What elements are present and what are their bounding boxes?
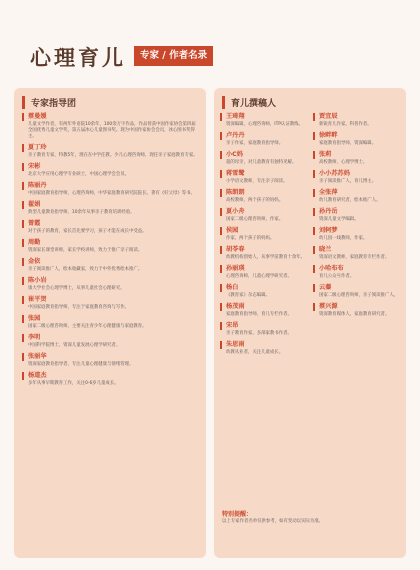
writer-panel-heading: 育儿撰稿人: [222, 96, 398, 109]
notice-title: 特别提醒：: [222, 511, 253, 518]
person-name: 杨白: [220, 284, 307, 292]
list-item: [22, 277, 198, 292]
person-name: 蔡兴源: [313, 303, 400, 311]
person-bio: 资深家长课堂讲师，家长学校讲师，致力于推广亲子阅读。: [28, 248, 143, 253]
person-name: 翟娟: [22, 201, 198, 209]
person-name: 蒋雪鹭: [220, 170, 307, 178]
person-bio: 中国家庭教育指导师，专注于家庭教育咨询与写作。: [28, 305, 129, 310]
list-item: [220, 246, 307, 261]
list-item: [220, 303, 307, 318]
list-item: [220, 284, 307, 299]
person-bio: 资深儿童文学编辑。: [319, 217, 359, 222]
person-bio: 亲子阅读推广人，绘本收藏家，致力于中外优秀绘本推广。: [28, 267, 143, 272]
person-name: 孙丹岳: [313, 208, 400, 216]
list-item: [220, 341, 307, 356]
list-item: [313, 189, 400, 204]
person-bio: 资深教育媒体人，家庭教育研究者。: [319, 312, 390, 317]
person-bio: 幼儿教育研究者，绘本推广人。: [319, 198, 381, 203]
person-name: 全张萍: [313, 189, 400, 197]
writer-panel: [214, 88, 406, 558]
person-bio: 新锐育儿作家，科普作者。: [319, 122, 372, 127]
person-bio: 家庭教育指导师，育儿专栏作者。: [226, 312, 292, 317]
page-title: 心理育儿: [30, 46, 126, 70]
person-bio: 资深语文教师，家庭教育专栏作者。: [319, 255, 390, 260]
person-bio: 儿童文学作者，有两年外语院10余年，100余万字作品，作品曾获中国作家协会第四届全国优秀儿童文学奖，第五届冰心儿童图书奖。现为中国作家协会会员，冰心图书奖得主。: [28, 122, 196, 139]
person-name: 李明: [22, 334, 198, 342]
list-item: [220, 170, 307, 185]
list-item: [313, 265, 400, 280]
person-bio: 《教育家》杂志编辑。: [226, 293, 270, 298]
list-item: [313, 132, 400, 147]
list-item: [313, 303, 400, 318]
person-name: 杨道杰: [22, 372, 198, 380]
list-item: [313, 113, 400, 128]
notice-text: 以上专家作者名单仅供参考，如有变动以实际为准。: [222, 519, 323, 524]
person-name: 陈丽丹: [22, 182, 198, 190]
person-bio: 心理咨询师，儿童心理学研究者。: [226, 274, 292, 279]
person-name: 杨茂雨: [220, 303, 307, 311]
expert-list: [14, 113, 206, 387]
person-name: 蔡曼媛: [22, 113, 198, 121]
person-bio: 幼教机构创始人，从事学前教育十余年。: [226, 255, 306, 260]
person-bio: 小学语文教师，专注亲子阅读。: [226, 179, 288, 184]
person-bio: 高校教师，两个孩子的妈妈。: [226, 198, 284, 203]
list-item: [313, 170, 400, 185]
person-name: 张园: [22, 315, 198, 323]
list-item: [313, 284, 400, 299]
list-item: [220, 113, 307, 128]
list-item: [220, 151, 307, 166]
person-name: 崔平贺: [22, 296, 198, 304]
person-name: 小哈布布: [313, 265, 400, 273]
expert-panel: [14, 88, 206, 558]
person-name: 周勤: [22, 239, 198, 247]
person-bio: 国家二级心理咨询师，主要关注青少年心理健康与家庭教育。: [28, 324, 147, 329]
list-item: [313, 227, 400, 242]
list-item: [22, 334, 198, 349]
person-bio: 高校教师，心理学博士。: [319, 160, 368, 165]
person-bio: 国家二级心理咨询师，亲子阅读推广人。: [319, 293, 399, 298]
person-bio: 幼教从业者，关注儿童成长。: [226, 350, 284, 355]
notice: [222, 512, 398, 525]
person-bio: 中国家庭教育指导师，心理咨询师，中华家庭教育研究院院长。著有《好父母》等书。: [28, 191, 195, 196]
person-bio: 亲子教育作家，多部家教书作者。: [226, 331, 292, 336]
person-bio: 幼儿园一线教师，作家。: [319, 236, 368, 241]
list-item: [22, 239, 198, 254]
person-name: 宋彬: [22, 163, 198, 171]
list-item: [22, 113, 198, 140]
page-subtitle-tag: 专家 / 作者名录: [134, 46, 213, 66]
person-bio: 资深家庭教育指导者，专注儿童心理健康与情绪管理。: [28, 362, 134, 367]
list-item: [22, 315, 198, 330]
person-bio: 对于孩子的教育，家长首先要学习，孩子才能在成长中受益。: [28, 229, 147, 234]
list-item: [313, 208, 400, 223]
list-item: [220, 265, 307, 280]
person-name: 小C妈: [220, 151, 307, 159]
person-bio: 家庭教育指导师，资深编辑。: [319, 141, 377, 146]
list-item: [220, 189, 307, 204]
person-bio: 作家，两个孩子的妈妈。: [226, 236, 275, 241]
list-item: [220, 208, 307, 223]
person-name: 卢丹丹: [220, 132, 307, 140]
person-name: 云蓁: [313, 284, 400, 292]
person-bio: 北京大学应用心理学专业硕士，中国心理学会会员。: [28, 172, 129, 177]
list-item: [22, 258, 198, 273]
person-name: 张丽华: [22, 353, 198, 361]
person-bio: 康大学社会心理学博士，从事儿童社会心理研究。: [28, 286, 125, 291]
person-bio: 超的母亲，对儿童教育有独特见解。: [226, 160, 297, 165]
person-bio: 中国科学院博士，资深儿童发展心理学研究者。: [28, 343, 121, 348]
person-bio: 亲子教育专家，特教5年，现在在中学任教。少儿心理咨询师，现任亲子家庭教育专家。: [28, 153, 198, 158]
person-name: 侯园: [220, 227, 307, 235]
expert-panel-heading: 专家指导团: [22, 96, 198, 109]
list-item: [22, 220, 198, 235]
person-name: 陈朗朗: [220, 189, 307, 197]
person-bio: 育儿公众号作者。: [319, 274, 355, 279]
list-item: [22, 296, 198, 311]
list-item: [22, 353, 198, 368]
person-name: 贾宜辰: [313, 113, 400, 121]
person-bio: 亲子作家，家庭教育指导师。: [226, 141, 284, 146]
person-name: 张莉: [313, 151, 400, 159]
person-name: 陈小岩: [22, 277, 198, 285]
list-item: [313, 151, 400, 166]
person-name: 夏丁玲: [22, 144, 198, 152]
list-item: [22, 144, 198, 159]
list-item: [220, 132, 307, 147]
person-name: 朱思雨: [220, 341, 307, 349]
person-name: 宋昂: [220, 322, 307, 330]
list-item: [22, 163, 198, 178]
person-name: 小小苏苏妈: [313, 170, 400, 178]
list-item: [22, 372, 198, 387]
list-item: [313, 246, 400, 261]
person-bio: 国家二级心理咨询师，作家。: [226, 217, 284, 222]
person-bio: 典型儿童教育指导师，10余年从事亲子教育培训经验。: [28, 210, 135, 215]
person-bio: 多年从事早期教育工作，关注0-6岁儿童成长。: [28, 381, 119, 386]
person-name: 胡苓春: [220, 246, 307, 254]
list-item: [22, 201, 198, 216]
person-name: 金依: [22, 258, 198, 266]
person-name: 孙丽瑛: [220, 265, 307, 273]
writer-list-a: [220, 113, 307, 360]
person-name: 刘轲梦: [313, 227, 400, 235]
person-name: 徐畔畔: [313, 132, 400, 140]
list-item: [220, 227, 307, 242]
person-bio: 资深编辑，心理咨询师，ITP认证教练。: [226, 122, 303, 127]
person-name: 晓兰: [313, 246, 400, 254]
person-bio: 亲子阅读推广人，育儿博主。: [319, 179, 377, 184]
page-header: [0, 0, 420, 80]
writer-list-b: [313, 113, 400, 360]
person-name: 夏小舟: [220, 208, 307, 216]
list-item: [220, 322, 307, 337]
person-name: 曾霞: [22, 220, 198, 228]
person-name: 王琦翔: [220, 113, 307, 121]
list-item: [22, 182, 198, 197]
